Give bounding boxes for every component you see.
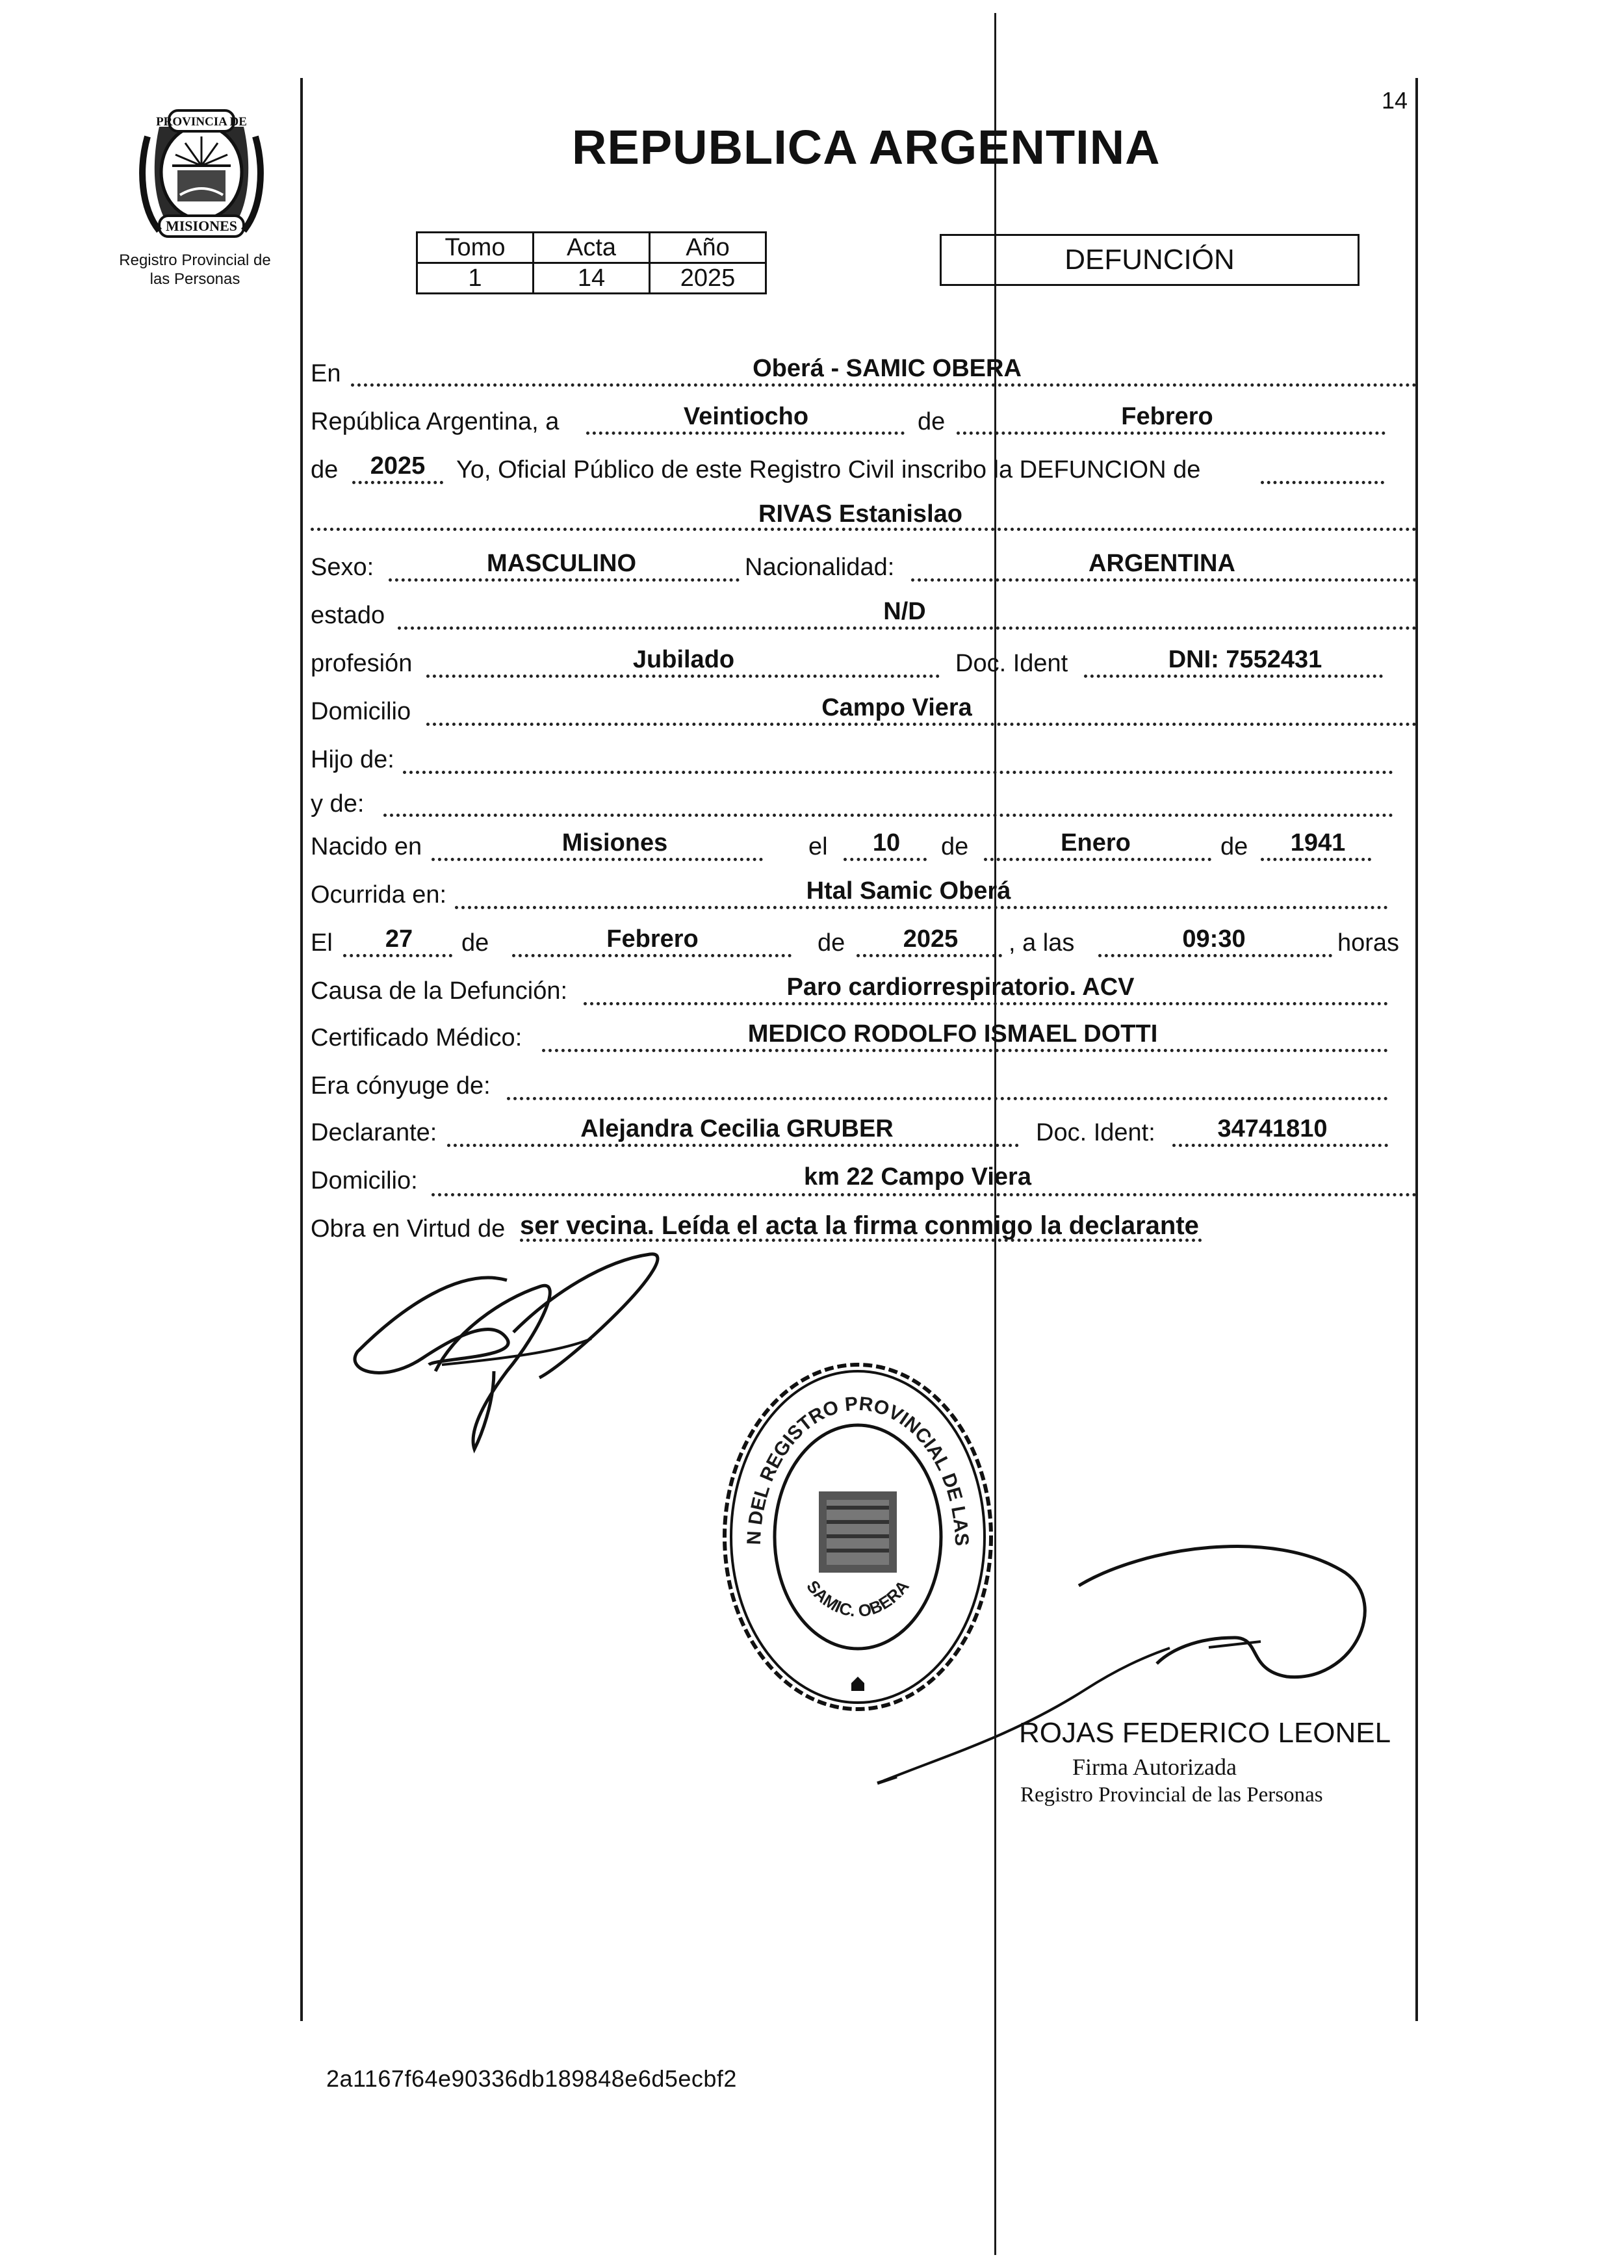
dotted-line (383, 814, 1393, 817)
right-margin-line (1415, 78, 1418, 2021)
dotted-line (351, 383, 1417, 387)
acta-value: 14 (534, 263, 650, 294)
dotted-line (1261, 858, 1371, 861)
dotted-line (911, 578, 1417, 582)
dotted-line (432, 1193, 1417, 1196)
value-profesion: Jubilado (632, 646, 735, 673)
dotted-line (586, 432, 905, 435)
label-en: En (311, 360, 341, 387)
label-domicilio: Domicilio (311, 698, 411, 725)
dotted-line (352, 481, 443, 484)
label-el-cap: El (311, 929, 333, 957)
label-hijo-de: Hijo de: (311, 746, 394, 773)
label-de: de (1220, 833, 1248, 860)
anio-header: Año (650, 233, 766, 263)
value-dia-texto: Veintiocho (683, 403, 809, 430)
label-de: de (311, 456, 339, 483)
label-de: de (461, 929, 489, 957)
registry-caption-line1: Registro Provincial de (119, 251, 271, 269)
label-doc-ident: Doc. Ident (955, 650, 1068, 677)
value-nacido-mes: Enero (1061, 829, 1131, 857)
record-type-box: DEFUNCIÓN (940, 234, 1360, 286)
dotted-line (844, 858, 927, 861)
official-name: ROJAS FEDERICO LEONEL (1019, 1717, 1391, 1749)
dotted-line (1098, 954, 1332, 957)
dotted-line (455, 906, 1388, 909)
value-nacido-anio: 1941 (1290, 829, 1346, 857)
document-hash: 2a1167f64e90336db189848e6d5ecbf2 (326, 2065, 737, 2092)
value-nacido-dia: 10 (872, 829, 901, 857)
page-number: 14 (1382, 87, 1408, 114)
official-signature (871, 1521, 1391, 1794)
document-title: REPUBLICA ARGENTINA (572, 120, 1161, 174)
tomo-header: Tomo (417, 233, 534, 263)
registry-caption-line2: las Personas (149, 270, 240, 288)
label-nacionalidad: Nacionalidad: (745, 554, 895, 581)
label-ocurrida-en: Ocurrida en: (311, 881, 447, 908)
declarant-signature (344, 1241, 682, 1462)
dotted-line (507, 1097, 1388, 1100)
dotted-line (1172, 1144, 1388, 1147)
dotted-line (343, 954, 452, 957)
province-coat-of-arms-logo (133, 97, 270, 244)
label-profesion: profesión (311, 650, 413, 677)
label-de: de (918, 408, 946, 435)
dotted-line (398, 626, 1417, 630)
seal-text-bottom-path: SAMIC. OBERA (803, 1576, 913, 1621)
value-nombre: RIVAS Estanislao (758, 500, 962, 528)
value-anio: 2025 (370, 452, 426, 480)
value-nacionalidad: ARGENTINA (1089, 550, 1235, 577)
value-fallec-anio: 2025 (903, 925, 959, 953)
label-estado: estado (311, 602, 385, 629)
logo-text-top: PROVINCIA DE (156, 115, 247, 129)
label-domicilio2: Domicilio: (311, 1167, 418, 1194)
label-obra-virtud: Obra en Virtud de (311, 1215, 506, 1243)
label-certificado: Certificado Médico: (311, 1024, 522, 1051)
label-republica: República Argentina, a (311, 408, 560, 435)
label-nacido-en: Nacido en (311, 833, 422, 860)
label-causa: Causa de la Defunción: (311, 977, 568, 1005)
value-certificado: MEDICO RODOLFO ISMAEL DOTTI (747, 1020, 1158, 1048)
label-doc-ident2: Doc. Ident: (1036, 1119, 1155, 1146)
dotted-line (426, 723, 1417, 726)
label-inscribo: Yo, Oficial Público de este Registro Civil inscribo la DEFUNCION de (456, 456, 1201, 483)
label-el: el (808, 833, 828, 860)
label-horas: horas (1337, 929, 1400, 957)
value-declarante-domicilio: km 22 Campo Viera (804, 1163, 1031, 1191)
dotted-line (1084, 675, 1383, 678)
label-a-las: , a las (1009, 929, 1075, 957)
dotted-line (447, 1144, 1019, 1147)
registry-caption (91, 251, 299, 289)
dotted-line (584, 1002, 1388, 1005)
dotted-line (542, 1049, 1388, 1052)
value-nacido-lugar: Misiones (561, 829, 668, 857)
value-mes: Febrero (1121, 403, 1213, 430)
dotted-line (432, 858, 763, 861)
value-hora: 09:30 (1182, 925, 1246, 953)
label-y-de: y de: (311, 790, 365, 818)
dotted-line (512, 954, 792, 957)
dotted-line (311, 528, 1417, 531)
value-causa: Paro cardiorrespiratorio. ACV (786, 973, 1135, 1001)
official-organization: Registro Provincial de las Personas (1020, 1783, 1323, 1807)
value-sexo: MASCULINO (486, 550, 637, 577)
value-declarante: Alejandra Cecilia GRUBER (580, 1115, 894, 1142)
dotted-line (389, 578, 740, 582)
logo-text-bottom: MISIONES (165, 218, 238, 234)
acta-header: Acta (534, 233, 650, 263)
dotted-line (984, 858, 1211, 861)
value-ocurrida-en: Htal Samic Oberá (806, 877, 1011, 905)
label-conyuge: Era cónyuge de: (311, 1072, 491, 1100)
dotted-line (1261, 481, 1384, 484)
official-title: Firma Autorizada (1072, 1754, 1237, 1780)
left-margin-line (300, 78, 303, 2021)
dotted-line (426, 675, 940, 678)
value-fallec-dia: 27 (385, 925, 413, 953)
value-obra-virtud: ser vecina. Leída el acta la firma conmigo la declarante (520, 1211, 1199, 1240)
fold-line (994, 13, 996, 2255)
tomo-value: 1 (417, 263, 534, 294)
label-de: de (941, 833, 969, 860)
dotted-line (403, 771, 1393, 774)
label-sexo: Sexo: (311, 554, 374, 581)
anio-value: 2025 (650, 263, 766, 294)
value-fallec-mes: Febrero (606, 925, 699, 953)
dotted-line (857, 954, 1002, 957)
dotted-line (957, 432, 1386, 435)
value-estado: N/D (883, 598, 926, 625)
label-declarante: Declarante: (311, 1119, 437, 1146)
record-reference-table (416, 231, 767, 294)
value-dni: DNI: 7552431 (1168, 646, 1322, 673)
seal-text-top-path: N DEL REGISTRO PROVINCIAL DE LAS (743, 1393, 973, 1547)
label-de: de (818, 929, 845, 957)
value-domicilio: Campo Viera (821, 694, 972, 721)
value-lugar: Oberá - SAMIC OBERA (753, 355, 1022, 382)
value-declarante-doc: 34741810 (1217, 1115, 1328, 1142)
